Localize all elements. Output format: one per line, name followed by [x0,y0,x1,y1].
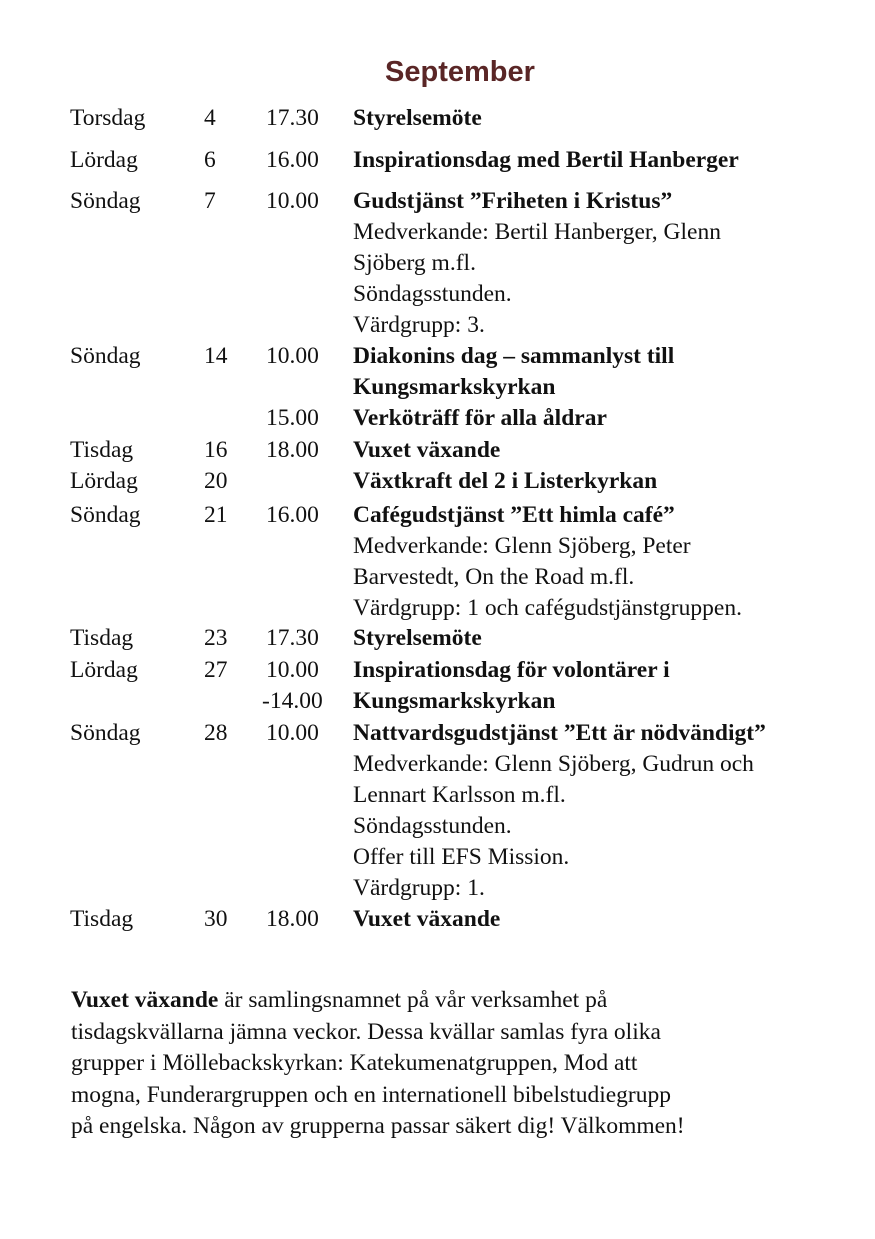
event-title: Inspirationsdag för volontärer i [353,657,670,683]
event-day: Lördag [70,468,138,494]
event-date: 28 [204,720,228,746]
event-time: 17.30 [266,105,319,131]
event-title: Gudstjänst ”Friheten i Kristus” [353,188,673,214]
footer-line: mogna, Funderargruppen och en internationell bibelstudiegrupp [71,1081,671,1108]
event-date: 30 [204,906,228,932]
event-date: 4 [204,105,216,131]
event-date: 20 [204,468,228,494]
footer-line: grupper i Möllebackskyrkan: Katekumenatgruppen, Mod att [71,1050,638,1076]
event-time: 10.00 [266,188,319,214]
event-day: Lördag [70,147,138,173]
event-detail: Söndagsstunden. [353,813,512,839]
event-detail: Värdgrupp: 1 och cafégudstjänstgruppen. [353,595,742,621]
event-content [353,623,853,654]
event-detail: Medverkande: Bertil Hanberger, Glenn [353,219,721,245]
event-title: Styrelsemöte [353,625,482,651]
event-day: Tisdag [70,625,134,651]
event-content [353,145,853,176]
event-content [353,435,853,466]
footer-paragraph [71,985,831,1143]
event-day: Lördag [70,657,138,683]
event-content [353,186,853,341]
event-title: Diakonins dag – sammanlyst till [353,343,675,369]
event-detail: Värdgrupp: 1. [353,875,485,901]
event-title: Kungsmarkskyrkan [353,374,556,400]
event-time: 10.00 [266,657,319,683]
event-content [353,103,853,134]
event-date: 27 [204,657,228,683]
event-detail: Offer till EFS Mission. [353,844,570,870]
footer-line: tisdagskvällarna jämna veckor. Dessa kvällar samlas fyra olika [71,1018,661,1045]
event-content [353,466,853,497]
event-title: Cafégudstjänst ”Ett himla café” [353,502,675,528]
event-title: Nattvardsgudstjänst ”Ett är nödvändigt” [353,720,766,746]
event-detail: Medverkande: Glenn Sjöberg, Peter [353,533,691,559]
event-title: Vuxet växande [353,437,501,463]
event-time: 15.00 [266,405,319,431]
event-date: 21 [204,502,228,528]
event-date: 6 [204,147,216,173]
event-time: 10.00 [266,343,319,369]
event-time: 16.00 [266,147,319,173]
event-date: 23 [204,625,228,651]
event-day: Torsdag [70,105,146,131]
footer-line: på engelska. Någon av grupperna passar säkert dig! Välkommen! [71,1113,685,1139]
event-detail: Lennart Karlsson m.fl. [353,782,566,808]
event-title: Kungsmarkskyrkan [353,688,556,714]
footer-line [71,985,831,1017]
event-detail: Värdgrupp: 3. [353,312,485,338]
event-content [353,655,853,717]
event-day: Tisdag [70,906,134,932]
event-title: Vuxet växande [353,906,501,932]
event-content [353,341,853,403]
event-time: 17.30 [266,625,319,651]
event-time: 18.00 [266,906,319,932]
event-title: Verköträff för alla åldrar [353,405,607,431]
event-title: Inspirationsdag med Bertil Hanberger [353,147,739,173]
footer-text: är samlingsnamnet på vår verksamhet på [218,987,608,1013]
event-date: 7 [204,188,216,214]
event-day: Söndag [70,188,141,214]
event-content [353,718,853,904]
event-day: Söndag [70,343,141,369]
event-day: Söndag [70,502,141,528]
event-detail: Medverkande: Glenn Sjöberg, Gudrun och [353,751,754,777]
event-time: 10.00 [266,720,319,746]
event-time: 18.00 [266,437,319,463]
event-title: Växtkraft del 2 i Listerkyrkan [353,468,658,494]
event-day: Tisdag [70,437,134,463]
footer-bold: Vuxet växande [71,987,219,1013]
event-title: Styrelsemöte [353,105,482,131]
event-day: Söndag [70,720,141,746]
event-content [353,904,853,935]
event-end-time: -14.00 [262,688,323,714]
event-date: 16 [204,437,228,463]
event-date: 14 [204,343,228,369]
event-content [353,403,853,434]
event-content [353,500,853,624]
page-title: September [385,56,535,88]
event-time: 16.00 [266,502,319,528]
event-detail: Sjöberg m.fl. [353,250,476,276]
event-detail: Söndagsstunden. [353,281,512,307]
event-detail: Barvestedt, On the Road m.fl. [353,564,635,590]
